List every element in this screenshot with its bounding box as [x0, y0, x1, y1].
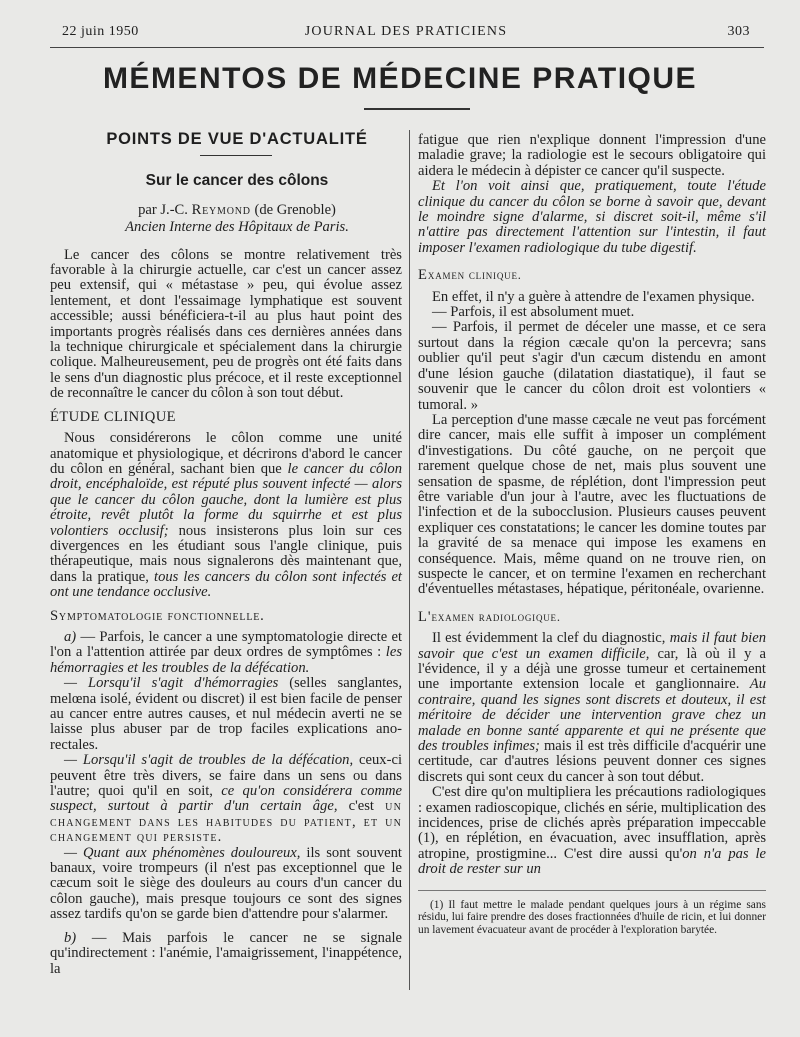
text-run: C'est dire qu'on multipliera les précautions radiologiques : examen radioscopique, clichés en série, multiplication des incidences, prise de clichés après préparation impeccable (1), en réplétion, en évacuation, avec insufflation, après atropine, prostigmine... C'est dire aussi qu' — [418, 784, 766, 862]
text-run: Il est évidemment la clef du diagnostic, — [432, 630, 670, 647]
exam-paragraph-4: La perception d'une masse cæcale ne veut pas forcément dire cancer, mais elle suffit à imposer un complément d'investigations. Du côté gauche, on ne perçoit que rarement quelque chose de net, mais plus souvent une sensation de spasme, de réplétion, dont l'impression peut être variable d'un jour à l'autre, avec les fluctuations de l'infection et de la subocclusion. Plusieurs causes peuvent expliquer ces constatations; le cancer les domine toutes par la gravité de sa menace qui impose les examens en conséquence. Mais, même quand on ne trouve rien, on suspecte le cancer, et on termine l'examen en recherchant d'éventuelles métastases, hépatique, péritonéale, ovarienne. — [418, 411, 766, 598]
text-run: — Parfois, le cancer a une symptomatologie directe et l'on a l'attention attirée par deux ordres de symptômes : — [50, 628, 402, 661]
heading-rest: xamen clinique. — [427, 268, 522, 283]
article-title: Sur le cancer des côlons — [145, 172, 329, 190]
footnote-rule — [418, 890, 766, 891]
continuation-paragraph: fatigue que rien n'explique donnent l'impression d'une maladie grave; la radiologie est le secours obligatoire qui aidera le médecin à dépister ce cancer qu'il suspecte. — [418, 132, 766, 179]
heading-initial: E — [418, 267, 428, 284]
text-run: ceux-ci peuvent être très divers, se faire dans un sens ou dans l'autre; quoi qu'il en soit, — [50, 752, 402, 800]
text-run: mais il est très difficile d'acquérir une certitude, car d'autres lésions peuvent donner ces signes discrets qui sont ceux du cancer à son tout début. — [418, 738, 767, 785]
intro-paragraph: Le cancer des côlons se montre relativement très favorable à la chirurgie actuelle, car c'est un cancer assez peu extensif, qui « métastase » peu, qui évolue assez lentement, et dont l'essaimage lymphatique est souvent accessible; aussi bénéficiera-t-il au plus haut point des importants progrès réalisés dans ces dernières années dans la technique chirurgicale et spécialement dans la chirurgie colique. Malheureusement, peu de progrès ont été faits dans le sens d'un diagnostic plus précoce, et il reste exceptionnel de reconnaître le cancer du côlon à son tout début. — [50, 246, 402, 402]
main-title: MÉMENTOS DE MÉDECINE PRATIQUE — [102, 62, 698, 95]
radio-paragraph-2 — [418, 785, 766, 877]
list-label: b) — [64, 929, 77, 946]
italic-run: tous les cancers du côlon sont infectés et ont une tendance occlusive. — [50, 568, 402, 601]
header-rule — [50, 47, 764, 48]
right-column — [418, 133, 766, 936]
title-rule — [364, 108, 470, 110]
text-run: nous insisterons plus loin sur ces divergences en les étudiant sous l'angle clinique, puis thérapeutique, mais nous signalerons dès maintenant que, dans la pratique, — [50, 522, 402, 585]
exam-paragraph-2: — Parfois, il est absolument muet. — [432, 304, 635, 321]
examen-radiologique-heading — [418, 610, 766, 625]
text-run: Nous considérerons le côlon comme une unité anatomique et physiologique, et décrirons d'abord le cancer du côlon en général, sachant bien que — [50, 430, 402, 477]
paragraph-b — [50, 931, 402, 977]
column-divider — [409, 130, 410, 990]
author-suffix: (de Grenoble) — [250, 201, 336, 218]
text-run: c'est — [337, 798, 386, 815]
author-prefix: par J.-C. — [138, 201, 192, 218]
italic-run: Et l'on voit ainsi que, pratiquement, toute l'étude clinique du cancer du côlon se borne à savoir que, devant le moindre signe d'alarme, si discret soit-il, même s'il n'attire pas directement l'attention sur l'intestin, il faut imposer l'examen radiologique du tube digestif. — [418, 178, 766, 256]
heading-rest: examen radiologique. — [431, 609, 561, 624]
etude-heading: ÉTUDE CLINIQUE — [50, 408, 176, 425]
italic-run: les hémorragies et les troubles de la défécation. — [50, 644, 402, 676]
text-run: (selles sanglantes, melœna isolé, évident ou discret) il est bien facile de penser au cancer entre autres causes, et nul médecin averti ne se laisse plus abuser par de trop faciles explications ano-rectales. — [50, 675, 402, 753]
hemorragies-paragraph — [50, 676, 402, 753]
paragraph-a — [50, 630, 402, 676]
smallcaps-run: un changement dans les habitudes du patient, et un changement qui persiste. — [50, 798, 402, 846]
italic-run: mais il faut bien savoir que c'est un examen difficile, — [418, 630, 766, 662]
footnote: (1) Il faut mettre le malade pendant quelques jours à un régime sans résidu, lui faire prendre des doses fractionnées d'huile de ricin, et lui donner un lavement évacuateur avant de procéder à l'exploration barytée. — [418, 898, 766, 936]
heading-initial: L' — [418, 608, 432, 625]
symptomatologie-heading: Symptomatologie fonctionnelle. — [50, 607, 265, 624]
douleur-paragraph — [50, 846, 402, 923]
running-header — [62, 24, 750, 44]
author-name: Reymond — [191, 201, 251, 218]
defecation-paragraph — [50, 753, 402, 845]
exam-paragraph-1: En effet, il n'y a guère à attendre de l'examen physique. — [432, 288, 755, 305]
text-run: — Mais parfois le cancer ne se signale qu'indirectement : l'anémie, l'amaigrissement, l'inappétence, la — [50, 929, 402, 977]
italic-run: Au contraire, quand les signes sont discrets et douteux, il est méritoire de décider une intervention grave chez un malade en bonne santé apparente et qui ne présente que des troubles infimes; — [418, 676, 766, 755]
radio-paragraph-1 — [418, 631, 766, 785]
page-number: 303 — [727, 24, 750, 39]
italic-run: — Quant aux phénomènes douloureux, — [64, 844, 301, 861]
left-column — [50, 128, 402, 977]
author-line — [72, 203, 402, 218]
italic-run: — Lorsqu'il s'agit d'hémorragies — [64, 675, 279, 692]
examen-clinique-heading — [418, 268, 766, 283]
italic-run: — Lorsqu'il s'agit de troubles de la défécation, — [64, 752, 354, 769]
journal-name: JOURNAL DES PRATICIENS — [304, 24, 508, 39]
etude-paragraph — [50, 431, 402, 600]
exam-paragraph-3: — Parfois, il permet de déceler une masse, et ce sera surtout dans la région cæcale qu'on la percevra; sans oublier qu'il peut s'agir d'un cæcum distendu en amont d'une lésion gauche (dilatation diastatique), il faut se souvenir que le cancer du côlon droit est volontiers « tumoral. » — [418, 319, 766, 413]
issue-date: 22 juin 1950 — [62, 24, 139, 39]
section-title: POINTS DE VUE D'ACTUALITÉ — [106, 130, 368, 148]
italic-run: ce qu'on considérera comme suspect, surtout à partir d'un certain âge, — [50, 783, 402, 815]
list-label: a) — [64, 628, 77, 645]
conclusion-paragraph — [418, 179, 766, 256]
text-run: ils sont souvent banaux, voire trompeurs (il n'est pas exceptionnel que le cæcum soit le siège des douleurs au cours d'un cancer du côlon gauche), mais presque toujours ce sont des signes assez tardifs qu'on se garde bien d'attendre pour s'alarmer. — [50, 844, 402, 923]
author-affiliation: Ancien Interne des Hôpitaux de Paris. — [125, 219, 349, 236]
section-rule — [200, 155, 272, 156]
italic-run: le cancer du côlon droit, encéphaloïde, est réputé plus souvent infecté — alors que le cancer du côlon gauche, dont la lumière est plus étroite, revêt plutôt la forme du squirrhe et est plus volontiers occlusif; — [50, 460, 402, 539]
italic-run: on n'a pas le droit de rester sur un — [418, 845, 767, 878]
text-run: car, là où il y a l'évidence, il y a déjà une grosse tumeur et certainement une importante extension locale et ganglionnaire. — [418, 645, 767, 693]
